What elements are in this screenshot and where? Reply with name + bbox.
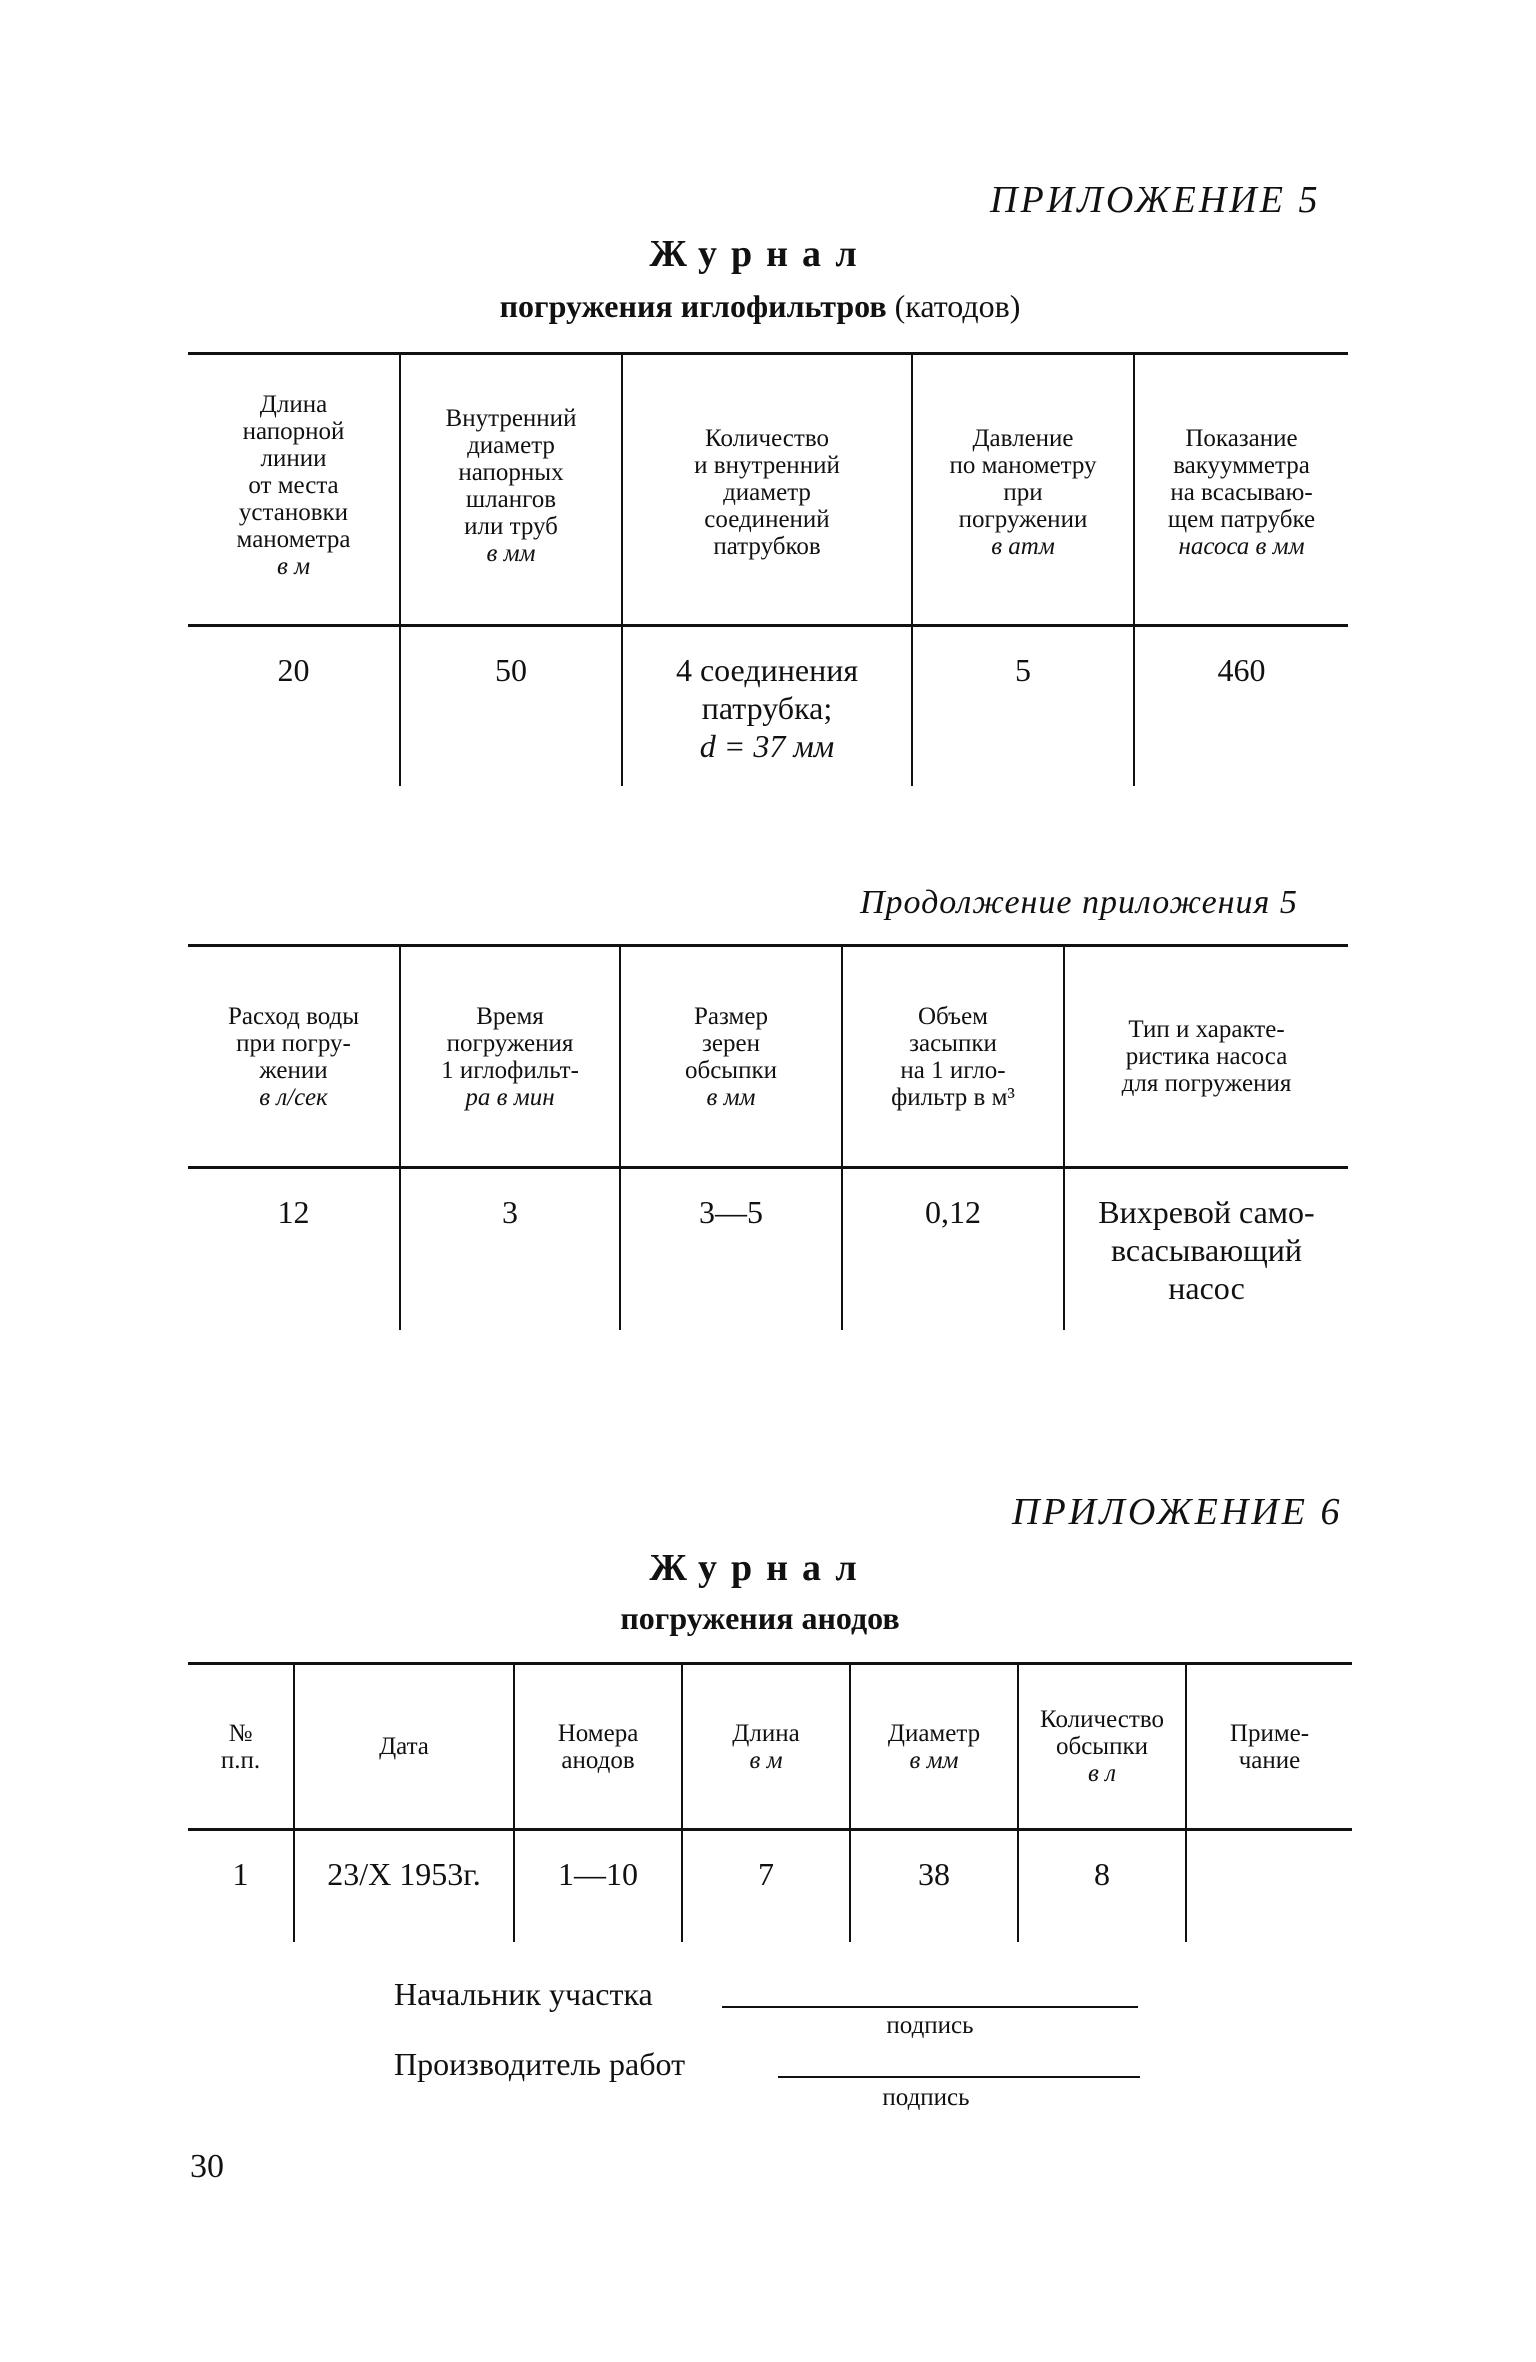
journal-subtitle-5 (400, 288, 1120, 325)
cell-length: 20 (188, 626, 400, 786)
signature-caption-site-chief: подпись (886, 2012, 974, 2039)
header-time: Время погружения 1 иглофильт- ра в мин (400, 946, 620, 1168)
header-diameter: Диаметр в мм (850, 1664, 1018, 1830)
journal-title-5: Журнал (649, 233, 871, 275)
cell-anode-numbers: 1—10 (514, 1830, 682, 1942)
cell-connections: 4 соединения патрубка; d = 37 мм (622, 626, 912, 786)
header-note: Приме- чание (1186, 1664, 1352, 1830)
header-line-length: Длина напорной линии от места установки манометра в м (188, 354, 400, 626)
cell-vacuum: 460 (1134, 626, 1348, 786)
header-grain-size: Размер зерен обсыпки в мм (620, 946, 842, 1168)
signature-label-work-manager: Производитель работ (394, 2046, 686, 2082)
continuation-label: Продолжение приложения 5 (860, 884, 1298, 921)
table-header-row (188, 1664, 1352, 1830)
signature-label-site-chief: Начальник участка (394, 1976, 653, 2012)
header-pump-type: Тип и характе- ристика насоса для погружения (1064, 946, 1348, 1168)
cell-number: 1 (188, 1830, 294, 1942)
header-pressure: Давление по манометру при погружении в атм (912, 354, 1134, 626)
header-date: Дата (294, 1664, 514, 1830)
header-connections: Количество и внутренний диаметр соединений патрубков (622, 354, 912, 626)
cell-diameter: 38 (850, 1830, 1018, 1942)
table-row (188, 626, 1348, 786)
header-anode-numbers: Номера анодов (514, 1664, 682, 1830)
header-number: № п.п. (188, 1664, 294, 1830)
cell-pump-type: Вихревой само- всасывающий насос (1064, 1168, 1348, 1330)
cell-time: 3 (400, 1168, 620, 1330)
cell-date: 23/X 1953г. (294, 1830, 514, 1942)
table-header-row (188, 354, 1348, 626)
signature-line-work-manager (778, 2076, 1140, 2078)
appendix-6-heading: ПРИЛОЖЕНИЕ 6 (1012, 1491, 1343, 1533)
header-vacuum: Показание вакуумметра на всасываю- щем патрубке насоса в мм (1134, 354, 1348, 626)
cell-grain-size: 3—5 (620, 1168, 842, 1330)
journal-subtitle-6 (460, 1600, 1060, 1637)
header-length: Длина в м (682, 1664, 850, 1830)
cell-pressure: 5 (912, 626, 1134, 786)
signature-line-site-chief (722, 2006, 1138, 2008)
cathode-table-2 (188, 944, 1348, 1330)
appendix-5-heading: ПРИЛОЖЕНИЕ 5 (990, 179, 1321, 221)
journal-subtitle-5-normal: (катодов) (894, 288, 1021, 324)
signature-caption-work-manager: подпись (882, 2084, 970, 2111)
header-water-flow: Расход воды при погру- жении в л/сек (188, 946, 400, 1168)
journal-title-6: Журнал (649, 1547, 871, 1589)
journal-subtitle-5-bold: погружения иглофильтров (499, 288, 887, 324)
cell-inner-diameter: 50 (400, 626, 622, 786)
journal-subtitle-6-bold: погружения анодов (620, 1600, 900, 1636)
cell-note (1186, 1830, 1352, 1942)
anode-table (188, 1662, 1352, 1942)
table-row (188, 1168, 1348, 1330)
table-header-row (188, 946, 1348, 1168)
table-row (188, 1830, 1352, 1942)
cell-length: 7 (682, 1830, 850, 1942)
cathode-table-1 (188, 352, 1348, 786)
header-inner-diameter: Внутренний диаметр напорных шлангов или труб в мм (400, 354, 622, 626)
cell-water-flow: 12 (188, 1168, 400, 1330)
cell-fill-volume: 0,12 (842, 1168, 1064, 1330)
header-fill-amount: Количество обсыпки в л (1018, 1664, 1186, 1830)
header-fill-volume: Объем засыпки на 1 игло- фильтр в м³ (842, 946, 1064, 1168)
cell-fill-amount: 8 (1018, 1830, 1186, 1942)
page-number: 30 (190, 2148, 224, 2185)
